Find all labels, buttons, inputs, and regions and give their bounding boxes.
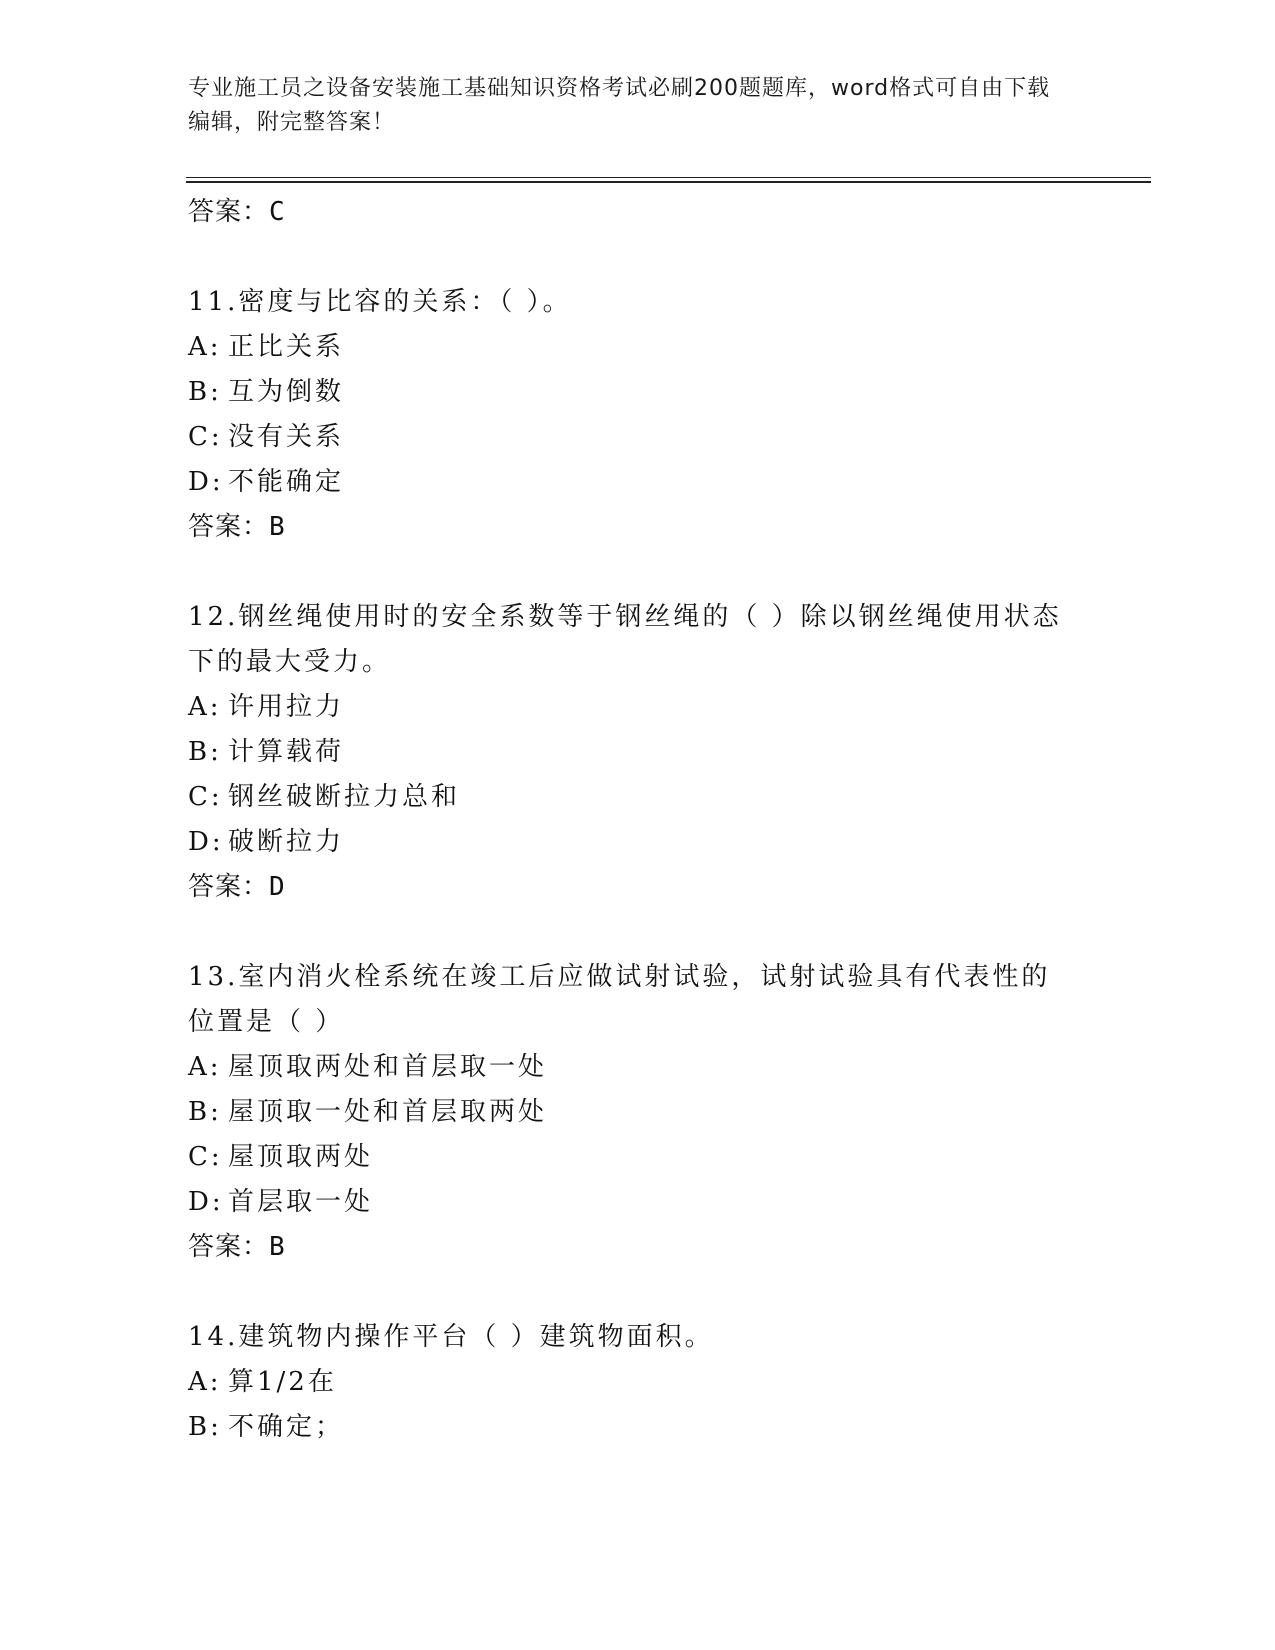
option-letter: C: [188, 782, 223, 812]
option-c [188, 775, 1078, 820]
answer-label: 答案： [188, 197, 270, 227]
option-b [188, 1090, 1078, 1135]
option-a [188, 1360, 1078, 1405]
spacer [188, 235, 1078, 280]
answer-value: B [269, 1232, 286, 1262]
option-letter: D: [188, 827, 224, 857]
answer-value: D [269, 872, 286, 902]
option-text: 算1/2在 [228, 1367, 337, 1397]
option-b [188, 730, 1078, 775]
option-d [188, 1180, 1078, 1225]
option-letter: D: [188, 467, 224, 497]
option-letter: A: [188, 692, 222, 722]
question-list [188, 190, 1078, 1450]
question-stem: 12.钢丝绳使用时的安全系数等于钢丝绳的（ ）除以钢丝绳使用状态下的最大受力。 [188, 602, 1062, 677]
header-divider-thin [186, 177, 1151, 178]
option-letter: B: [188, 737, 222, 767]
question-stem: 13.室内消火栓系统在竣工后应做试射试验，试射试验具有代表性的位置是（ ） [188, 962, 1051, 1037]
option-letter: A: [188, 1367, 222, 1397]
option-text: 破断拉力 [228, 827, 345, 857]
option-a [188, 1045, 1078, 1090]
question-stem: 11.密度与比容的关系：（ ）。 [188, 287, 572, 317]
option-text: 不能确定 [228, 467, 345, 497]
question-stem: 14.建筑物内操作平台（ ）建筑物面积。 [188, 1322, 714, 1352]
option-letter: D: [188, 1187, 224, 1217]
option-c [188, 415, 1078, 460]
option-text: 屋顶取两处和首层取一处 [228, 1052, 548, 1082]
option-c [188, 1135, 1078, 1180]
option-text: 屋顶取两处 [228, 1142, 374, 1172]
document-header: 专业施工员之设备安装施工基础知识资格考试必刷200题题库，word格式可自由下载编辑，附完整答案！ [188, 76, 1051, 135]
answer-label: 答案： [188, 1232, 270, 1262]
option-letter: B: [188, 1412, 222, 1442]
spacer [188, 550, 1078, 595]
spacer [188, 1270, 1078, 1315]
answer-line [188, 865, 1078, 910]
option-letter: B: [188, 377, 222, 407]
answer-line [188, 505, 1078, 550]
option-text: 首层取一处 [228, 1187, 374, 1217]
header-divider-thick [186, 181, 1151, 183]
option-text: 正比关系 [228, 332, 345, 362]
answer-line [188, 1225, 1078, 1270]
answer-label: 答案： [188, 512, 270, 542]
option-text: 屋顶取一处和首层取两处 [228, 1097, 548, 1127]
option-b [188, 370, 1078, 415]
option-letter: C: [188, 1142, 223, 1172]
answer-value: B [269, 512, 286, 542]
option-letter: C: [188, 422, 223, 452]
option-text: 计算载荷 [228, 737, 345, 767]
option-text: 不确定； [228, 1412, 345, 1442]
option-d [188, 460, 1078, 505]
option-text: 许用拉力 [228, 692, 345, 722]
spacer [188, 910, 1078, 955]
answer-label: 答案： [188, 872, 270, 902]
option-text: 没有关系 [228, 422, 345, 452]
option-a [188, 325, 1078, 370]
option-b [188, 1405, 1078, 1450]
option-d [188, 820, 1078, 865]
option-a [188, 685, 1078, 730]
option-letter: A: [188, 1052, 222, 1082]
answer-value: C [269, 197, 286, 227]
option-letter: B: [188, 1097, 222, 1127]
option-text: 互为倒数 [228, 377, 345, 407]
answer-line [188, 190, 1078, 235]
option-text: 钢丝破断拉力总和 [228, 782, 461, 812]
option-letter: A: [188, 332, 222, 362]
